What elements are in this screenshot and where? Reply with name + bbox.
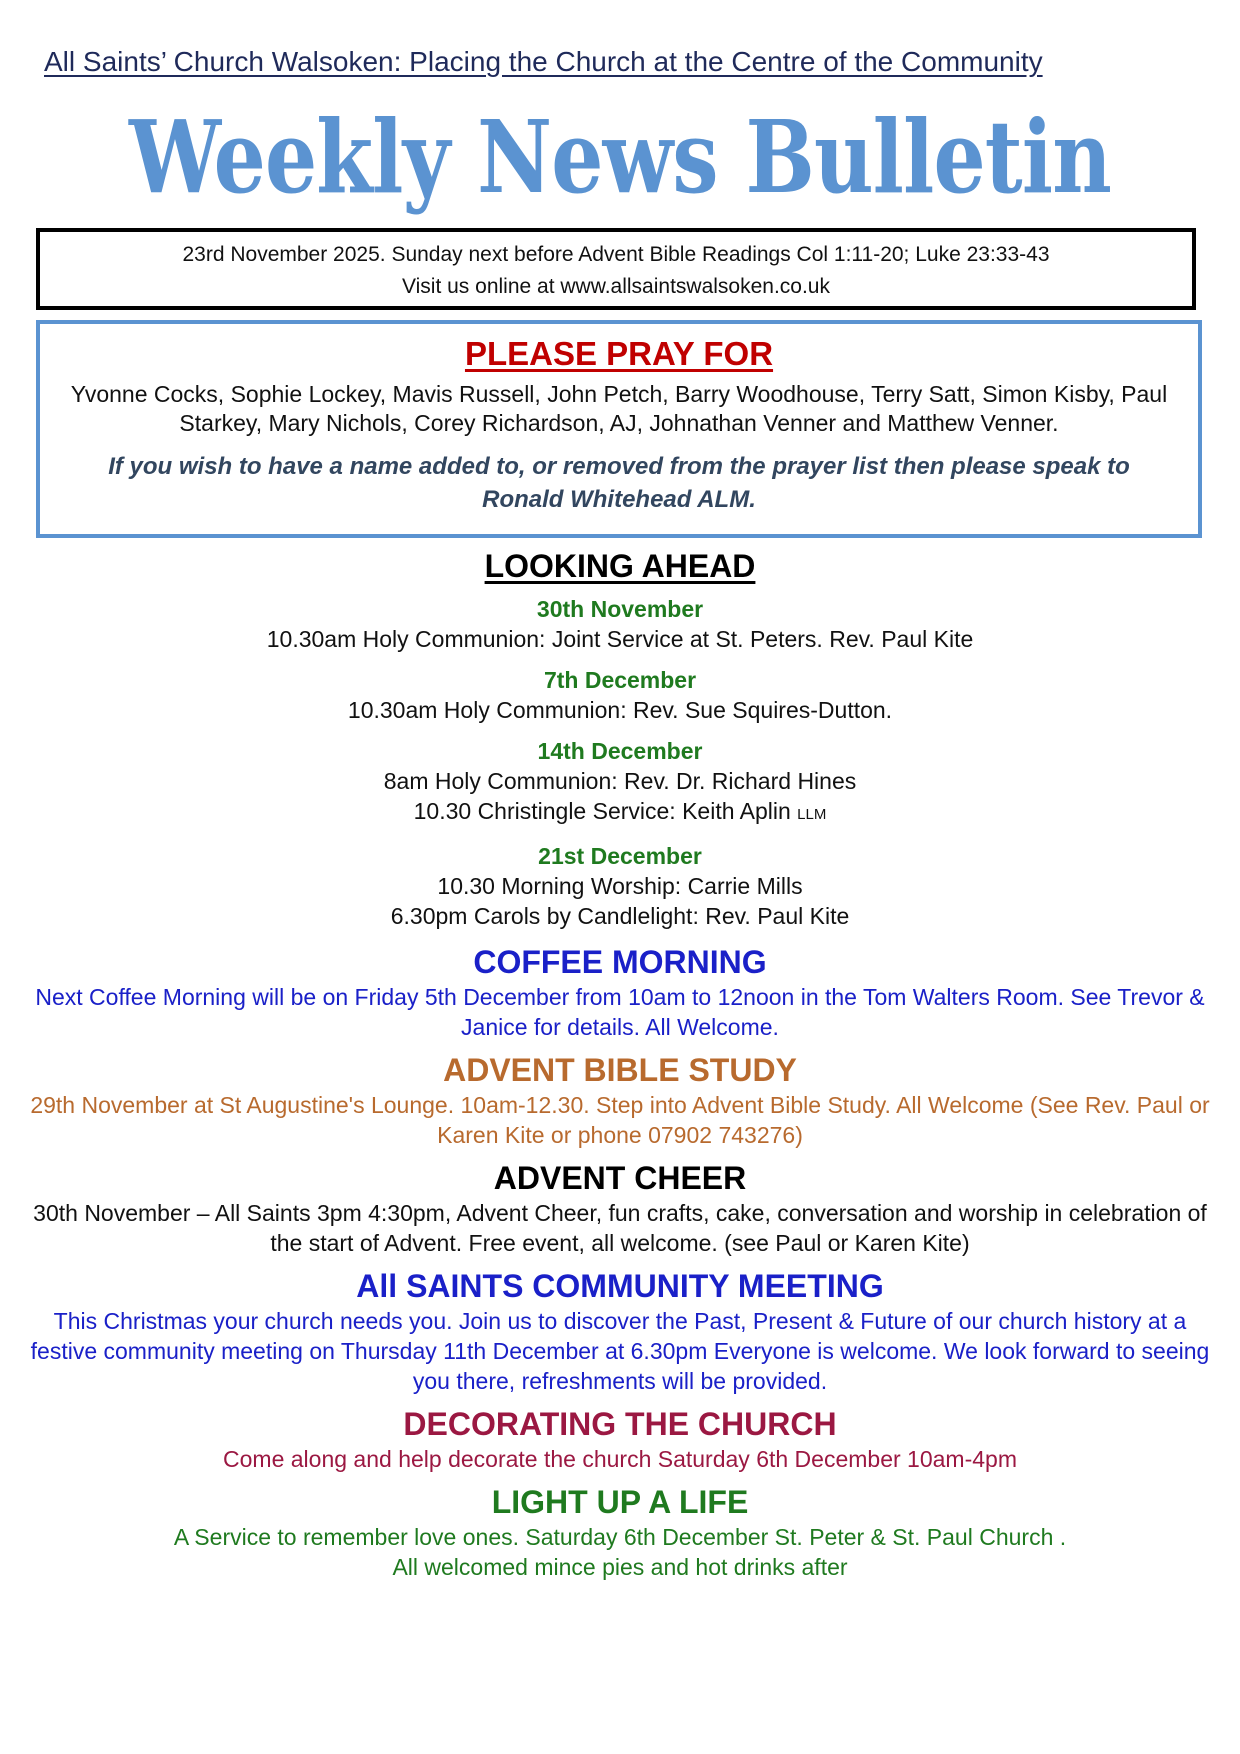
bulletin-title: Weekly News Bulletin [129, 98, 1111, 216]
church-tagline: All Saints’ Church Walsoken: Placing the Church at the Centre of the Community [44, 46, 1043, 77]
advent-cheer-text: 30th November – All Saints 3pm 4:30pm, Advent Cheer, fun crafts, cake, conversation and worship in celebration of the start of Advent. Free event, all welcome. (see Paul or Karen Kite) [33, 1200, 1207, 1256]
bible-study-section [0, 1050, 1240, 1150]
event-group [0, 736, 1240, 830]
service-suffix: LLM [797, 806, 827, 823]
community-meeting-text: This Christmas your church needs you. Join us to discover the Past, Present & Future of our church history at a festive community meeting on Thursday 11th December at 6.30pm Everyone is welcome. We look forward to seeing you there, refreshments will be provided. [30, 1308, 1210, 1394]
light-up-a-life-section [0, 1482, 1240, 1582]
prayer-note: If you wish to have a name added to, or removed from the prayer list then please speak to Ronald Whitehead ALM. [108, 453, 1130, 513]
service-line [0, 796, 1240, 830]
service-line: 10.30am Holy Communion: Rev. Sue Squires-Dutton. [347, 697, 893, 723]
decorating-text: Come along and help decorate the church Saturday 6th December 10am-4pm [223, 1446, 1017, 1472]
coffee-morning-title: COFFEE MORNING [473, 944, 767, 980]
decorating-title: DECORATING THE CHURCH [403, 1406, 837, 1442]
coffee-morning-section [0, 942, 1240, 1042]
light-up-a-life-line: A Service to remember love ones. Saturday 6th December St. Peter & St. Paul Church . [173, 1524, 1067, 1550]
prayer-title: PLEASE PRAY FOR [464, 335, 774, 372]
event-group [0, 841, 1240, 931]
advent-cheer-title: ADVENT CHEER [493, 1160, 747, 1196]
event-group [0, 594, 1240, 654]
advent-cheer-section [0, 1158, 1240, 1258]
bulletin-content [0, 546, 1240, 1582]
bible-study-text: 29th November at St Augustine's Lounge. 10am-12.30. Step into Advent Bible Study. All Welcome (See Rev. Paul or Karen Kite or phone 07902 743276) [30, 1092, 1210, 1148]
event-group [0, 665, 1240, 725]
readings-line: 23rd November 2025. Sunday next before Advent Bible Readings Col 1:11-20; Luke 23:33-43 [182, 243, 1050, 266]
community-meeting-title: All SAINTS COMMUNITY MEETING [356, 1268, 884, 1304]
event-date: 21st December [538, 843, 702, 869]
decorating-section [0, 1404, 1240, 1474]
readings-box [36, 228, 1196, 310]
event-date: 14th December [537, 738, 703, 764]
bible-study-title: ADVENT BIBLE STUDY [443, 1052, 797, 1088]
service-text: 10.30 Christingle Service: Keith Aplin [413, 798, 791, 824]
community-meeting-section [0, 1266, 1240, 1396]
service-line: 10.30 Morning Worship: Carrie Mills [437, 873, 803, 899]
service-line: 10.30am Holy Communion: Joint Service at St. Peters. Rev. Paul Kite [266, 626, 974, 652]
service-line: 6.30pm Carols by Candlelight: Rev. Paul Kite [390, 903, 850, 929]
prayer-names: Yvonne Cocks, Sophie Lockey, Mavis Russell, John Petch, Barry Woodhouse, Terry Satt, Simon Kisby, Paul Starkey, Mary Nichols, Corey Richardson, AJ, Johnathan Venner and Matthew Venner. [70, 381, 1168, 436]
event-date: 30th November [536, 596, 704, 622]
prayer-box [36, 320, 1202, 538]
website-line: Visit us online at www.allsaintswalsoken.co.uk [402, 275, 830, 298]
light-up-a-life-title: LIGHT UP A LIFE [491, 1484, 749, 1520]
coffee-morning-text: Next Coffee Morning will be on Friday 5th December from 10am to 12noon in the Tom Walters Room. See Trevor & Janice for details. All Welcome. [35, 984, 1205, 1040]
service-line: 8am Holy Communion: Rev. Dr. Richard Hines [383, 768, 857, 794]
event-date: 7th December [543, 667, 697, 693]
looking-ahead-title: LOOKING AHEAD [484, 548, 756, 584]
light-up-a-life-line: All welcomed mince pies and hot drinks after [392, 1554, 848, 1580]
